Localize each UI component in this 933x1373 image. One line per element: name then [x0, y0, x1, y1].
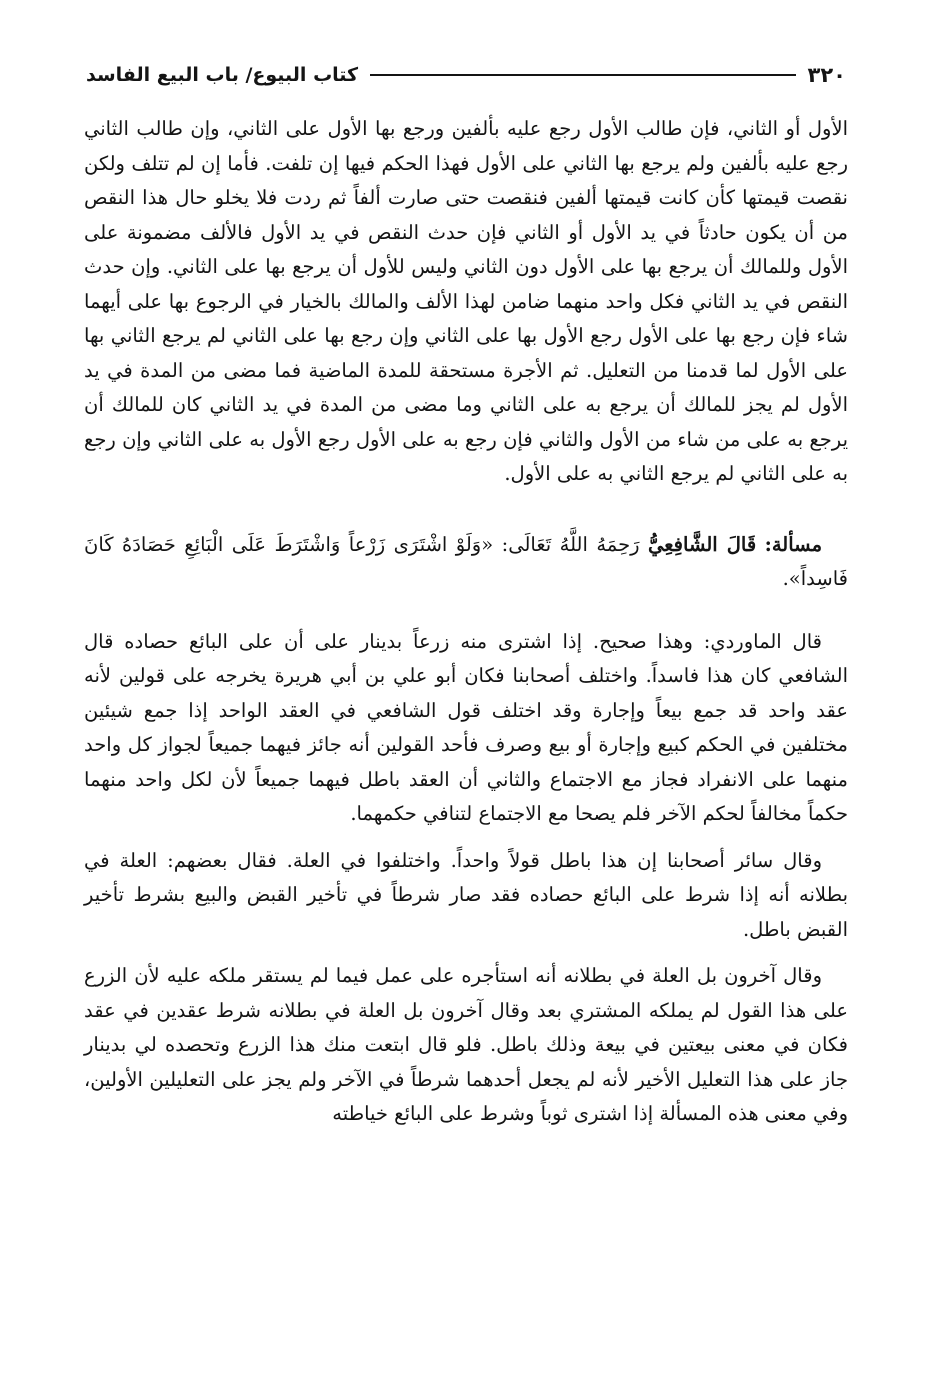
body-text — [84, 112, 848, 1132]
page-number: ٣٢٠ — [807, 63, 846, 87]
commentary-paragraph: قال الماوردي: وهذا صحيح. إذا اشترى منه زرعاً بدينار على أن على البائع حصاده قال الشافعي كان هذا فاسداً. واختلف أصحابنا فكان أبو علي بن أبي هريرة يخرجه على قولين لأنه عقد واحد قد جمع بيعاً وإجارة وقد اختلف قول الشافعي في العقد الواحد إذا جمع شيئين مختلفين في الحكم كبيع وإجارة أو بيع وصرف فأحد القولين أنه جائز فيهما جميعاً لجواز كل واحد منهما على الانفراد فجاز مع الاجتماع والثاني أن العقد باطل فيهما جميعاً لأن لكل واحد منهما حكماً مخالفاً لحكم الآخر فلم يصحا مع الاجتماع لتنافي حكمهما. — [84, 629, 848, 825]
masala-quote: «وَلَوْ اشْتَرَى زَرْعاً وَاشْتَرَطَ عَلَى الْبَائِعِ حَصَادَهُ كَانَ فَاسِداً». — [84, 532, 848, 590]
masala-label: مسألة: — [764, 532, 823, 556]
running-header — [86, 58, 846, 92]
chapter-title: كتاب البيوع/ باب البيع الفاسد — [86, 64, 359, 86]
masala-honorific: رَحِمَهُ اللَّهُ تَعَالَى: — [501, 532, 640, 556]
continuation-paragraph: الأول أو الثاني، فإن طالب الأول رجع عليه بألفين ورجع بها الأول على الثاني، وإن طالب الثاني رجع عليه بألفين ولم يرجع بها الثاني على الأول فهذا الحكم فيها إن تلفت. فأما إن لم تتلف ولكن نقصت قيمتها كأن كانت قيمتها ألفين فنقصت حتى صارت ألفاً ثم ردت فلا يخلو حال هذا النقص من أن يكون حادثاً في يد الأول أو الثاني فإن حدث النقص في يد الأول فالألف مضمونة على الأول وللمالك أن يرجع بها على الأول دون الثاني وليس للأول أن يرجع بها على الثاني. وإن حدث النقص في يد الثاني فكل واحد منهما ضامن لهذا الألف والمالك بالخيار في الرجوع بها على أيهما شاء فإن رجع بها على الأول رجع الأول بها على الثاني وإن رجع بها على الثاني لم يرجع الثاني بها على الأول لما قدمنا من التعليل. ثم الأجرة مستحقة للمدة الماضية فما مضى من المدة في يد الأول لم يجز للمالك أن يرجع به على الثاني وما مضى من المدة في يد الثاني كان للمالك أن يرجع به على من شاء من الأول والثاني فإن رجع به على الأول رجع الأول به على الثاني وإن رجع به على الثاني لم يرجع الثاني به على الأول. — [84, 117, 848, 485]
commentary-paragraph: وقال آخرون بل العلة في بطلانه أنه استأجره على عمل فيما لم يستقر ملكه عليه لأن الزرع على هذا القول لم يملكه المشتري بعد وقال آخرون بل العلة في بطلانه شرط عقدين في عقد فكان في معنى بيعتين في بيعة وذلك باطل. فلو قال ابتعت منك هذا الزرع وتحصده لي بدينار جاز على هذا التعليل الأخير لأنه لم يجعل أحدهما شرطاً في الآخر ولم يجز على التعليلين الأولين، وفي معنى هذه المسألة إذا اشترى ثوباً وشرط على البائع خياطته — [84, 964, 848, 1125]
header-rule — [370, 74, 795, 76]
masala-speaker: قَالَ الشَّافِعِيُّ — [648, 532, 757, 556]
commentary-paragraph: وقال سائر أصحابنا إن هذا باطل قولاً واحداً. واختلفوا في العلة. فقال بعضهم: العلة في بطلانه أنه إذا شرط على البائع حصاده فقد صار شرطاً في تأخير القبض والبيع بشرط تأخير القبض باطل. — [84, 848, 848, 941]
masala-statement — [84, 528, 848, 597]
